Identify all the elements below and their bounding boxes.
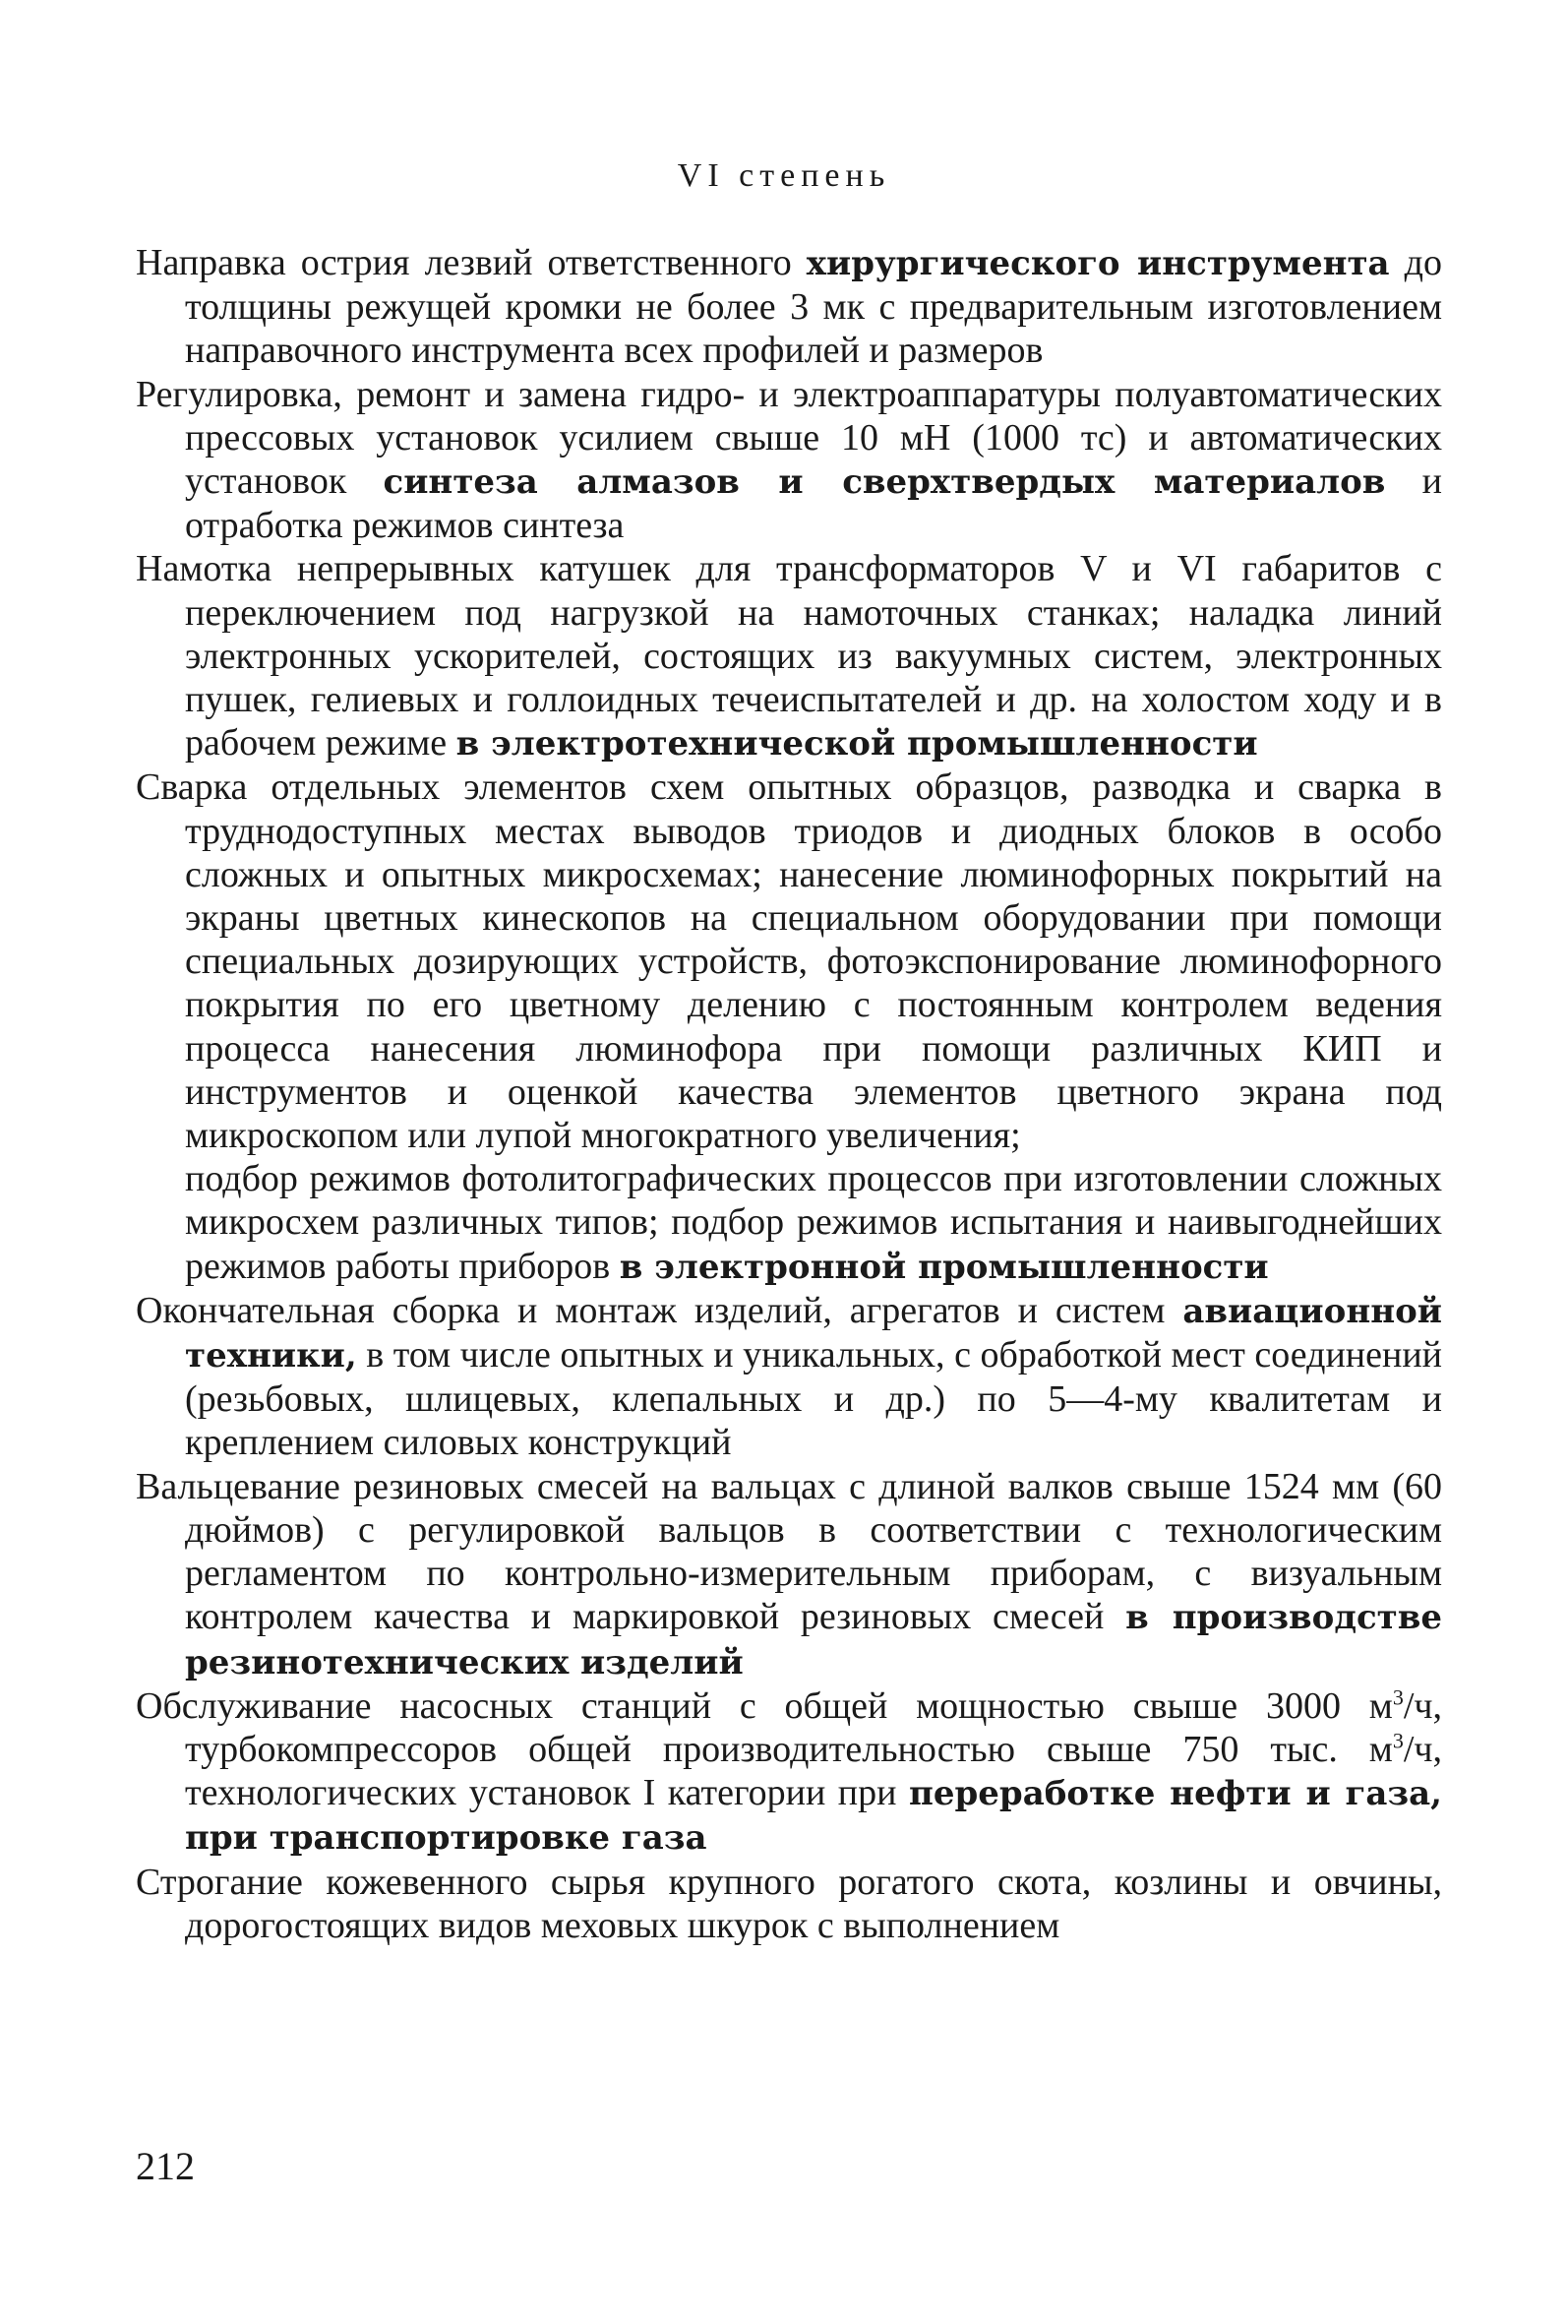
entry-8: Строгание кожевенного сырья крупного рогатого скота, козлины и овчины, дорогостоящих видов меховых шкурок с выполнением (136, 1861, 1442, 1946)
emphasis: хирургического инструмента (806, 244, 1390, 283)
emphasis: в электротехнической промышленности (455, 724, 1258, 764)
entry-3: Намотка непрерывных катушек для трансформаторов V и VI габаритов с переключением под нагрузкой на намоточных станках; наладка линий электронных ускорителей, состоящих из вакуумных систем, электронных пушек, гелиевых и голлоидных течеиспытателей и др. на холостом ходу и в рабочем режиме в электротехнической промышленности (136, 548, 1442, 764)
entry-1: Направка острия лезвий ответственного хирургического инструмента до толщины режущей кромки не более 3 мк с предварительным изготовлением направочного инструмента всех профилей и размеров (136, 242, 1442, 372)
entry-7: Обслуживание насосных станций с общей мощностью свыше 3000 $м^3/ч$, турбокомпрессоров общей производительностью свыше 750 тыс. $м^3/ч$, технологических установок I категории при переработке нефти и газа, при транспортировке газа (136, 1684, 1442, 1859)
emphasis: в электронной промышленности (619, 1247, 1269, 1287)
emphasis: переработке нефти и газа, при транспортировке газа (185, 1774, 1442, 1859)
emphasis: синтеза алмазов и сверхтвердых материалов (383, 462, 1386, 503)
entry-4: Сварка отдельных элементов схем опытных образцов, разводка и сварка в труднодоступных местах выводов триодов и диодных блоков в особо сложных и опытных микросхемах; нанесение люминофорных покрытий на экраны цветных кинескопов на специальном оборудовании при помощи специальных дозирующих устройств, фотоэкспонирование люминофорного покрытия по его цветному делению с постоянным контролем ведения процесса нанесения люминофора при помощи различных КИП и инструментов и оценкой качества элементов цветного экрана под микроскопом или лупой многократного увеличения; (136, 766, 1442, 1157)
page-number: 212 (136, 2144, 195, 2188)
entry-4-continuation: подбор режимов фотолитографических процессов при изготовлении сложных микросхем различных типов; подбор режимов испытания и наивыгоднейших режимов работы приборов в электронной промышленности (185, 1158, 1442, 1287)
superscript: 3 (1392, 1684, 1404, 1710)
entry-2: Регулировка, ремонт и замена гидро- и электроаппаратуры полуавтоматических прессовых установок усилием свыше 10 мН (1000 тс) и автоматических установок синтеза алмазов и сверхтвердых материалов и отработка режимов синтеза (136, 373, 1442, 547)
entry-5: Окончательная сборка и монтаж изделий, агрегатов и систем авиационной техники, в том числе опытных и уникальных, с обработкой мест соединений (резьбовых, шлицевых, клепальных и др.) по 5—4-му квалитетам и креплением силовых конструкций (136, 1289, 1442, 1464)
section-heading: VI степень (677, 157, 891, 194)
emphasis: в производстве резинотехнических изделий (185, 1598, 1443, 1682)
emphasis: авиационной техники, (185, 1291, 1442, 1376)
entry-6: Вальцевание резиновых смесей на вальцах с длиной валков свыше 1524 мм (60 дюймов) с регулировкой вальцов в соответствии с технологическим регламентом по контрольно-измерительным приборам, с визуальным контролем качества и маркировкой резиновых смесей в производстве резинотехнических изделий (136, 1465, 1443, 1682)
superscript: 3 (1392, 1728, 1404, 1753)
entries-list (136, 241, 1442, 1947)
